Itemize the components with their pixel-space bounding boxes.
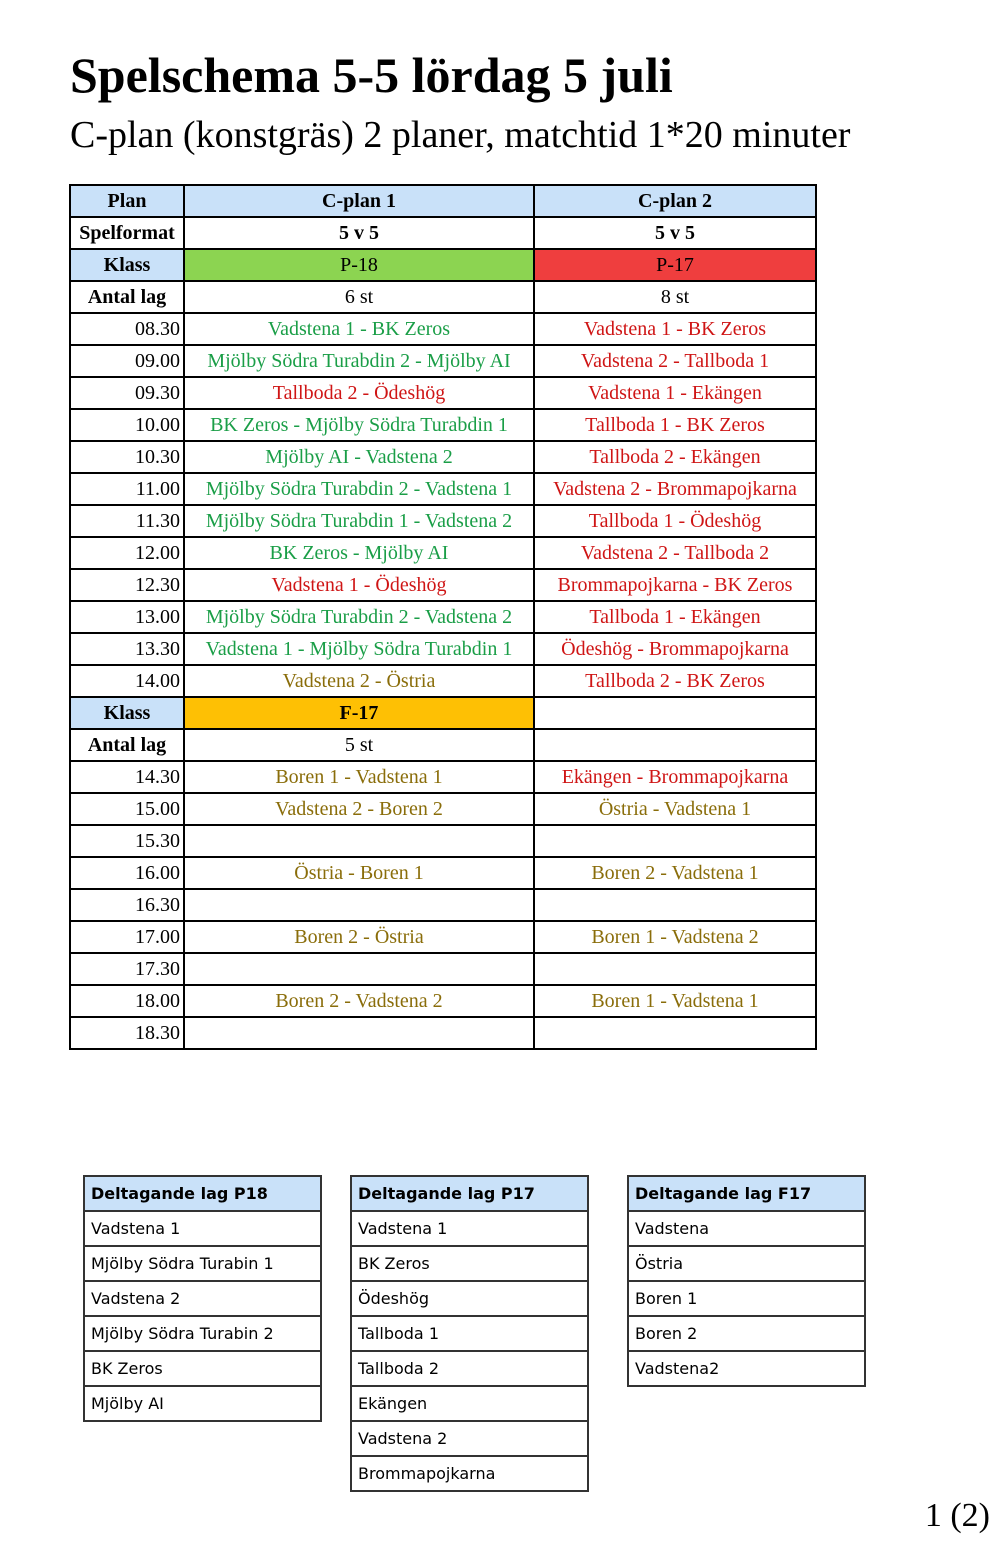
schedule-row [70,889,816,921]
team-item: Östria [628,1246,865,1281]
team-item: Vadstena 1 [351,1211,588,1246]
match-cell-plan1: Mjölby Södra Turabdin 1 - Vadstena 2 [184,505,534,537]
time-cell: 16.00 [70,857,184,889]
match-cell-plan1 [184,889,534,921]
team-item: Ödeshög [351,1281,588,1316]
antal-row [70,281,816,313]
team-item: Vadstena 2 [351,1421,588,1456]
plan-label: Plan [70,185,184,217]
schedule-row [70,633,816,665]
match-cell-plan2: Boren 1 - Vadstena 2 [534,921,816,953]
match-cell-plan1: Vadstena 1 - BK Zeros [184,313,534,345]
empty-cell [534,729,816,761]
schedule-row [70,377,816,409]
match-cell-plan2: Boren 1 - Vadstena 1 [534,985,816,1017]
time-cell: 18.00 [70,985,184,1017]
page-number: 1 (2) [924,1497,990,1534]
format-row [70,217,816,249]
antal-value-f17: 5 st [184,729,534,761]
match-cell-plan1: BK Zeros - Mjölby AI [184,537,534,569]
team-item: Mjölby Södra Turabin 2 [84,1316,321,1351]
match-cell-plan2: Brommapojkarna - BK Zeros [534,569,816,601]
schedule-row [70,537,816,569]
empty-cell [534,697,816,729]
time-cell: 11.30 [70,505,184,537]
match-cell-plan2 [534,953,816,985]
match-cell-plan1: Boren 2 - Vadstena 2 [184,985,534,1017]
match-cell-plan1: Mjölby Södra Turabdin 2 - Vadstena 2 [184,601,534,633]
schedule-row [70,665,816,697]
time-cell: 11.00 [70,473,184,505]
schedule-row [70,985,816,1017]
team-item: Tallboda 2 [351,1351,588,1386]
match-cell-plan2: Tallboda 1 - BK Zeros [534,409,816,441]
match-cell-plan1: Vadstena 2 - Boren 2 [184,793,534,825]
match-cell-plan2: Vadstena 1 - BK Zeros [534,313,816,345]
match-cell-plan2: Boren 2 - Vadstena 1 [534,857,816,889]
match-cell-plan2: Tallboda 1 - Ödeshög [534,505,816,537]
schedule-row [70,1017,816,1049]
match-cell-plan1: Mjölby Södra Turabdin 2 - Mjölby AI [184,345,534,377]
team-item: Vadstena [628,1211,865,1246]
match-cell-plan1: BK Zeros - Mjölby Södra Turabdin 1 [184,409,534,441]
schedule-row [70,409,816,441]
match-cell-plan1: Vadstena 1 - Ödeshög [184,569,534,601]
antal-row-f17 [70,729,816,761]
time-cell: 12.00 [70,537,184,569]
time-cell: 14.00 [70,665,184,697]
time-cell: 14.30 [70,761,184,793]
schedule-row [70,857,816,889]
match-cell-plan2: Vadstena 2 - Brommapojkarna [534,473,816,505]
match-cell-plan1: Vadstena 1 - Mjölby Södra Turabdin 1 [184,633,534,665]
antal1-value: 6 st [184,281,534,313]
klass-label-f17: Klass [70,697,184,729]
time-cell: 17.00 [70,921,184,953]
match-cell-plan2: Vadstena 1 - Ekängen [534,377,816,409]
team-item: Mjölby Södra Turabin 1 [84,1246,321,1281]
team-item: Vadstena2 [628,1351,865,1386]
team-item: Ekängen [351,1386,588,1421]
schedule-row [70,505,816,537]
schedule-row [70,793,816,825]
time-cell: 09.00 [70,345,184,377]
schedule-row [70,313,816,345]
match-cell-plan2: Vadstena 2 - Tallboda 2 [534,537,816,569]
plan-row [70,185,816,217]
antal-label: Antal lag [70,281,184,313]
match-cell-plan1 [184,953,534,985]
time-cell: 12.30 [70,569,184,601]
time-cell: 15.00 [70,793,184,825]
klass-row [70,249,816,281]
klass-label: Klass [70,249,184,281]
format1-value: 5 v 5 [184,217,534,249]
time-cell: 16.30 [70,889,184,921]
teams-p17-table [350,1175,589,1492]
format-label: Spelformat [70,217,184,249]
plan2-header: C-plan 2 [534,185,816,217]
match-cell-plan2: Tallboda 2 - Ekängen [534,441,816,473]
time-cell: 09.30 [70,377,184,409]
team-item: Vadstena 1 [84,1211,321,1246]
schedule-row [70,345,816,377]
format2-value: 5 v 5 [534,217,816,249]
team-item: BK Zeros [351,1246,588,1281]
match-cell-plan2 [534,825,816,857]
match-cell-plan2: Tallboda 1 - Ekängen [534,601,816,633]
schedule-row [70,953,816,985]
team-item: Boren 2 [628,1316,865,1351]
match-cell-plan2: Ekängen - Brommapojkarna [534,761,816,793]
klass-row-f17 [70,697,816,729]
page-subtitle: C-plan (konstgräs) 2 planer, matchtid 1*20 minuter [70,114,851,156]
match-cell-plan1 [184,825,534,857]
schedule-row [70,601,816,633]
match-cell-plan1: Boren 1 - Vadstena 1 [184,761,534,793]
match-cell-plan2: Östria - Vadstena 1 [534,793,816,825]
time-cell: 10.30 [70,441,184,473]
match-cell-plan1: Vadstena 2 - Östria [184,665,534,697]
teams-p18-header: Deltagande lag P18 [84,1176,321,1211]
match-cell-plan1: Mjölby Södra Turabdin 2 - Vadstena 1 [184,473,534,505]
match-cell-plan2 [534,889,816,921]
time-cell: 08.30 [70,313,184,345]
klass-value-f17: F-17 [184,697,534,729]
match-cell-plan2: Ödeshög - Brommapojkarna [534,633,816,665]
page-title: Spelschema 5-5 lördag 5 juli [70,47,673,103]
time-cell: 10.00 [70,409,184,441]
schedule-row [70,441,816,473]
klass1-value: P-18 [184,249,534,281]
team-item: Brommapojkarna [351,1456,588,1491]
schedule-row [70,921,816,953]
schedule-table [69,184,817,1050]
team-item: Tallboda 1 [351,1316,588,1351]
team-item: Boren 1 [628,1281,865,1316]
time-cell: 17.30 [70,953,184,985]
match-cell-plan2 [534,1017,816,1049]
time-cell: 15.30 [70,825,184,857]
match-cell-plan1: Mjölby AI - Vadstena 2 [184,441,534,473]
match-cell-plan1: Östria - Boren 1 [184,857,534,889]
match-cell-plan1: Boren 2 - Östria [184,921,534,953]
time-cell: 13.30 [70,633,184,665]
time-cell: 13.00 [70,601,184,633]
match-cell-plan1 [184,1017,534,1049]
teams-f17-table [627,1175,866,1387]
schedule-row [70,569,816,601]
teams-p18-table [83,1175,322,1422]
match-cell-plan1: Tallboda 2 - Ödeshög [184,377,534,409]
match-cell-plan2: Tallboda 2 - BK Zeros [534,665,816,697]
antal2-value: 8 st [534,281,816,313]
team-item: Vadstena 2 [84,1281,321,1316]
match-cell-plan2: Vadstena 2 - Tallboda 1 [534,345,816,377]
antal-label-f17: Antal lag [70,729,184,761]
team-item: BK Zeros [84,1351,321,1386]
plan1-header: C-plan 1 [184,185,534,217]
teams-p17-header: Deltagande lag P17 [351,1176,588,1211]
team-item: Mjölby AI [84,1386,321,1421]
schedule-row [70,825,816,857]
klass2-value: P-17 [534,249,816,281]
teams-f17-header: Deltagande lag F17 [628,1176,865,1211]
schedule-row [70,761,816,793]
schedule-row [70,473,816,505]
time-cell: 18.30 [70,1017,184,1049]
